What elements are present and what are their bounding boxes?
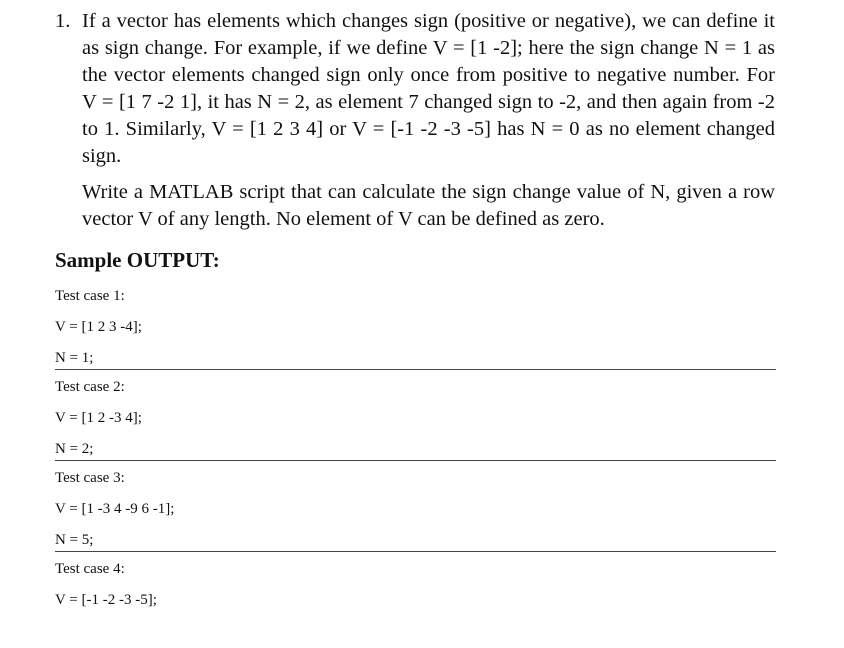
test-cases	[55, 286, 776, 610]
test-case-input: V = [1 -3 4 -9 6 -1];	[55, 501, 175, 517]
test-case-3	[55, 468, 776, 550]
test-case-4	[55, 559, 776, 610]
question-number: 1.	[55, 10, 71, 32]
test-case-output: N = 1;	[55, 350, 94, 366]
test-case-title: Test case 1:	[55, 288, 125, 304]
test-case-1	[55, 286, 776, 368]
test-case-title: Test case 3:	[55, 470, 125, 486]
question-paragraph-2: Write a MATLAB script that can calculate the sign change value of N, given a row vector V of any length. No element of V can be defined as zero.	[82, 181, 775, 230]
question-body	[82, 8, 775, 233]
test-case-title: Test case 2:	[55, 379, 125, 395]
test-case-divider	[55, 369, 776, 370]
test-case-input: V = [1 2 -3 4];	[55, 410, 142, 426]
sample-output-heading: Sample OUTPUT:	[55, 248, 220, 272]
test-case-output: N = 2;	[55, 441, 94, 457]
test-case-input: V = [1 2 3 -4];	[55, 319, 142, 335]
test-case-output: N = 5;	[55, 532, 94, 548]
test-case-divider	[55, 460, 776, 461]
test-case-2	[55, 377, 776, 459]
question	[55, 8, 775, 233]
test-case-title: Test case 4:	[55, 561, 125, 577]
test-case-input: V = [-1 -2 -3 -5];	[55, 592, 157, 608]
test-case-divider	[55, 551, 776, 552]
question-paragraph-1: If a vector has elements which changes sign (positive or negative), we can define it as sign change. For example, if we define V = [1 -2]; here the sign change N = 1 as the vector elements changed sign only once from positive to negative number. For V = [1 7 -2 1], it has N = 2, as element 7 changed sign to -2, and then again from -2 to 1. Similarly, V = [1 2 3 4] or V = [-1 -2 -3 -5] has N = 0 as no element changed sign.	[82, 10, 775, 167]
